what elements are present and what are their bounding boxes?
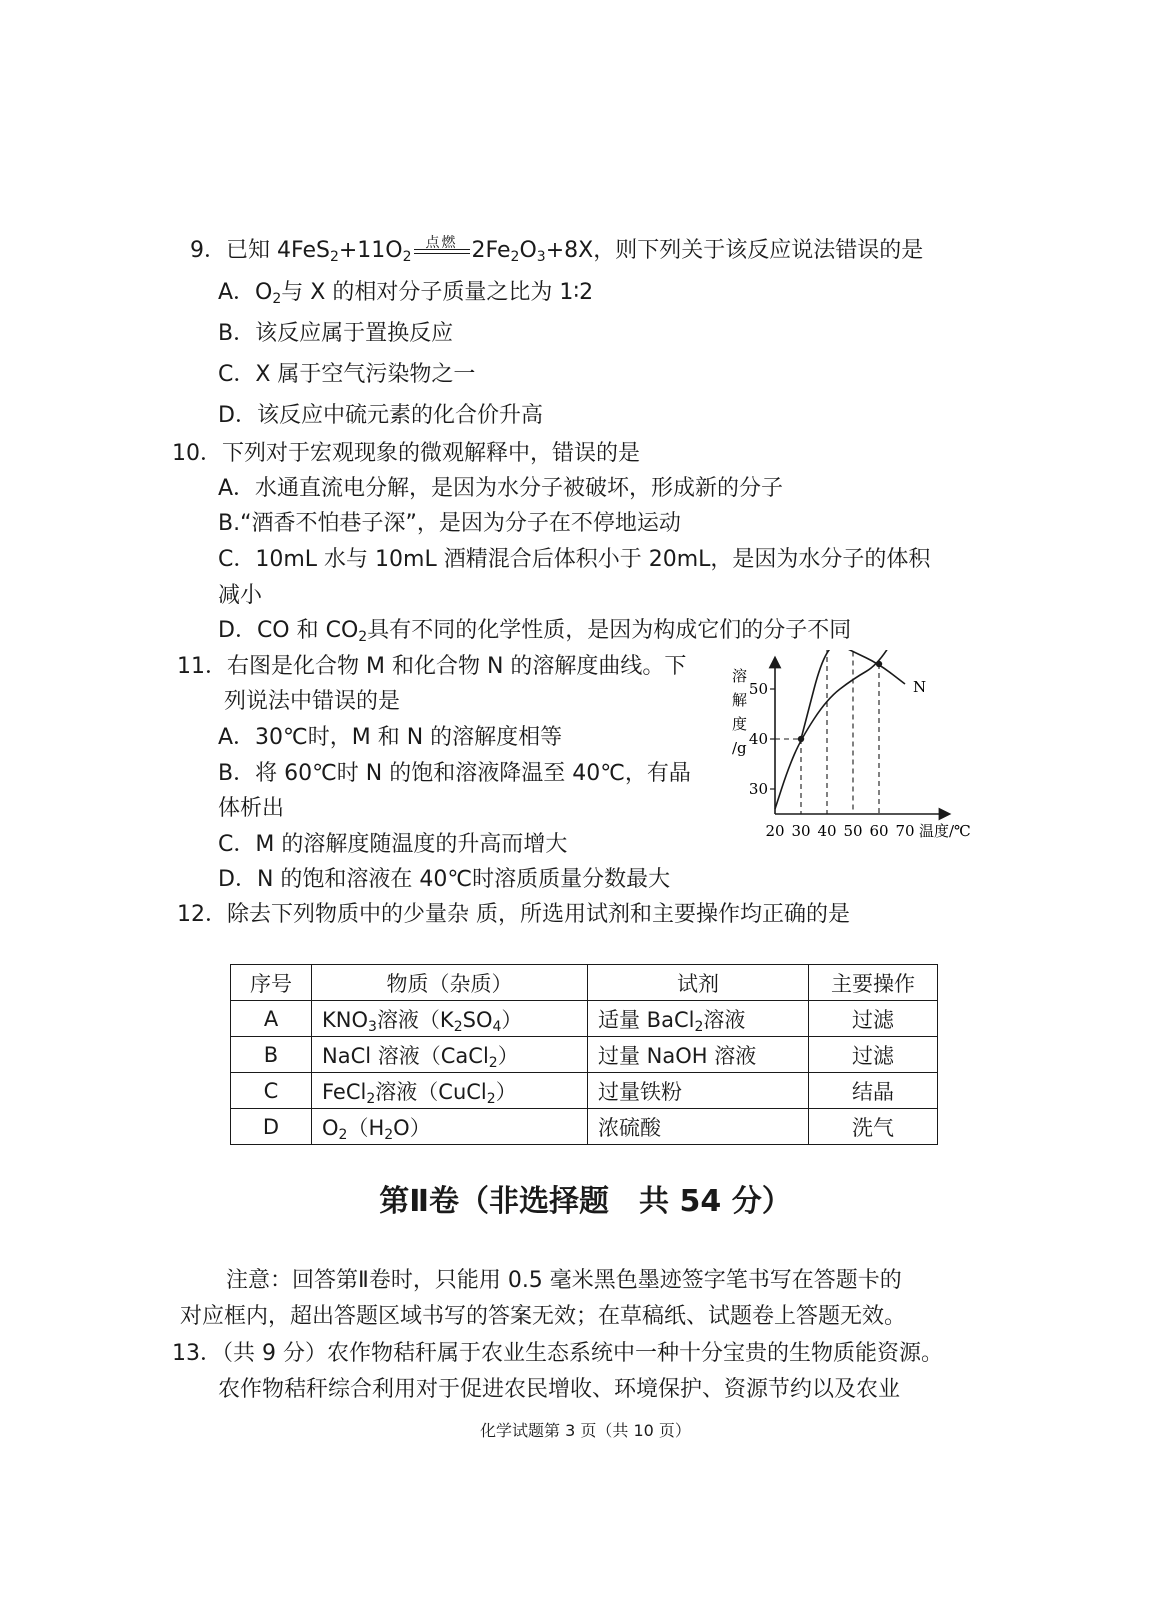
- substance-cell: $O_2(H_2O)$: [312, 1109, 588, 1145]
- reagent-table: [230, 964, 938, 1145]
- q10-option-a: A．水通直流电分解，是因为水分子被破坏，形成新的分子: [218, 476, 784, 501]
- q9-option-d: D．该反应中硫元素的化合价升高: [218, 403, 543, 428]
- header-cell: 试剂: [588, 965, 809, 1001]
- header-cell: 物质（杂质）: [312, 965, 588, 1001]
- q11-option-b-line1: B．将 60℃时 N 的饱和溶液降温至 40℃，有晶: [218, 761, 691, 786]
- notice-line2: 对应框内，超出答题区域书写的答案无效；在草稿纸、试题卷上答题无效。: [180, 1304, 907, 1329]
- q9-option-c: C．X 属于空气污染物之一: [218, 362, 476, 387]
- substance-cell: FeCl$_2$溶液（CuCl$_2$）: [312, 1073, 588, 1109]
- x-tick-label: 20: [765, 822, 785, 840]
- table-row: [231, 1073, 938, 1109]
- solubility-chart: [720, 650, 990, 860]
- table-header-row: [231, 965, 938, 1001]
- reaction-condition: 点燃: [412, 236, 472, 266]
- section-title: 第Ⅱ卷（非选择题 共 54 分）: [379, 1184, 792, 1219]
- page-footer: 化学试题第 3 页（共 10 页）: [480, 1421, 691, 1440]
- q11-stem-line1: 11．右图是化合物 M 和化合物 N 的溶解度曲线。下: [177, 654, 687, 679]
- reagent-cell: 浓硫酸: [588, 1109, 809, 1145]
- x-tick-label: 70: [895, 822, 915, 840]
- intersection-point: [798, 736, 804, 742]
- q10-stem: 10．下列对于宏观现象的微观解释中，错误的是: [172, 441, 640, 466]
- series-M-line: [775, 650, 905, 809]
- table-row: [231, 1037, 938, 1073]
- q9-stem: 9．已知 $4FeS_2+11O_2$ 点燃 $2Fe_2O_3+8X$，则下列关于该反应说法错误的是: [190, 235, 924, 265]
- q13-line2: 农作物秸秆综合利用对于促进农民增收、环境保护、资源节约以及农业: [218, 1377, 901, 1402]
- y-axis-label: 解: [732, 691, 748, 709]
- q11-option-c: C．M 的溶解度随温度的升高而增大: [218, 832, 568, 857]
- operation-cell: 过滤: [809, 1001, 938, 1037]
- substance-cell: $KNO_3$溶液$(K_2SO_4)$: [312, 1001, 588, 1037]
- reagent-cell: 过量铁粉: [588, 1073, 809, 1109]
- row-id: D: [231, 1109, 312, 1145]
- x-tick-label: 30: [791, 822, 811, 840]
- header-cell: 主要操作: [809, 965, 938, 1001]
- q12-stem: 12．除去下列物质中的少量杂 质，所选用试剂和主要操作均正确的是: [177, 902, 850, 927]
- x-axis-label: 温度/℃: [919, 822, 971, 840]
- x-tick-label: 50: [843, 822, 863, 840]
- q11-option-d: D．N 的饱和溶液在 40℃时溶质质量分数最大: [218, 867, 671, 892]
- substance-cell: NaCl 溶液（CaCl$_2$）: [312, 1037, 588, 1073]
- table-row: [231, 1109, 938, 1145]
- row-id: B: [231, 1037, 312, 1073]
- operation-cell: 结晶: [809, 1073, 938, 1109]
- q9-option-b: B．该反应属于置换反应: [218, 321, 454, 346]
- q10-option-b: B.“酒香不怕巷子深”，是因为分子在不停地运动: [218, 511, 681, 536]
- table-row: [231, 1001, 938, 1037]
- x-tick-label: 60: [869, 822, 889, 840]
- q11-option-a: A．30℃时，M 和 N 的溶解度相等: [218, 725, 563, 750]
- row-id: A: [231, 1001, 312, 1037]
- y-axis-label: 溶: [732, 667, 748, 685]
- y-tick-label: 40: [748, 730, 768, 748]
- q10-option-c-line2: 减小: [218, 583, 263, 608]
- q11-option-b-line2: 体析出: [218, 796, 285, 821]
- intersection-point: [876, 661, 882, 667]
- q11-stem-line2: 列说法中错误的是: [224, 689, 401, 714]
- q13-line1: 13．（共 9 分）农作物秸秆属于农业生态系统中一种十分宝贵的生物质能资源。: [172, 1341, 943, 1366]
- q9-option-a: A．$O_2$与 X 的相对分子质量之比为 1∶2: [218, 280, 594, 307]
- operation-cell: 洗气: [809, 1109, 938, 1145]
- q10-option-c-line1: C．10mL 水与 10mL 酒精混合后体积小于 20mL，是因为水分子的体积: [218, 547, 931, 572]
- y-axis-label: 度: [732, 715, 748, 733]
- series-label: N: [913, 678, 927, 696]
- reagent-cell: 过量 NaOH 溶液: [588, 1037, 809, 1073]
- reagent-cell: 适量 BaCl$_2$溶液: [588, 1001, 809, 1037]
- y-tick-label: 50: [748, 680, 768, 698]
- notice-line1: 注意：回答第Ⅱ卷时，只能用 0.5 毫米黑色墨迹签字笔书写在答题卡的: [226, 1268, 902, 1293]
- operation-cell: 过滤: [809, 1037, 938, 1073]
- y-axis-label: /g: [732, 739, 747, 757]
- x-tick-label: 40: [817, 822, 837, 840]
- q10-option-d: D．CO 和 $CO_2$具有不同的化学性质，是因为构成它们的分子不同: [218, 618, 852, 645]
- header-cell: 序号: [231, 965, 312, 1001]
- row-id: C: [231, 1073, 312, 1109]
- y-tick-label: 30: [748, 780, 768, 798]
